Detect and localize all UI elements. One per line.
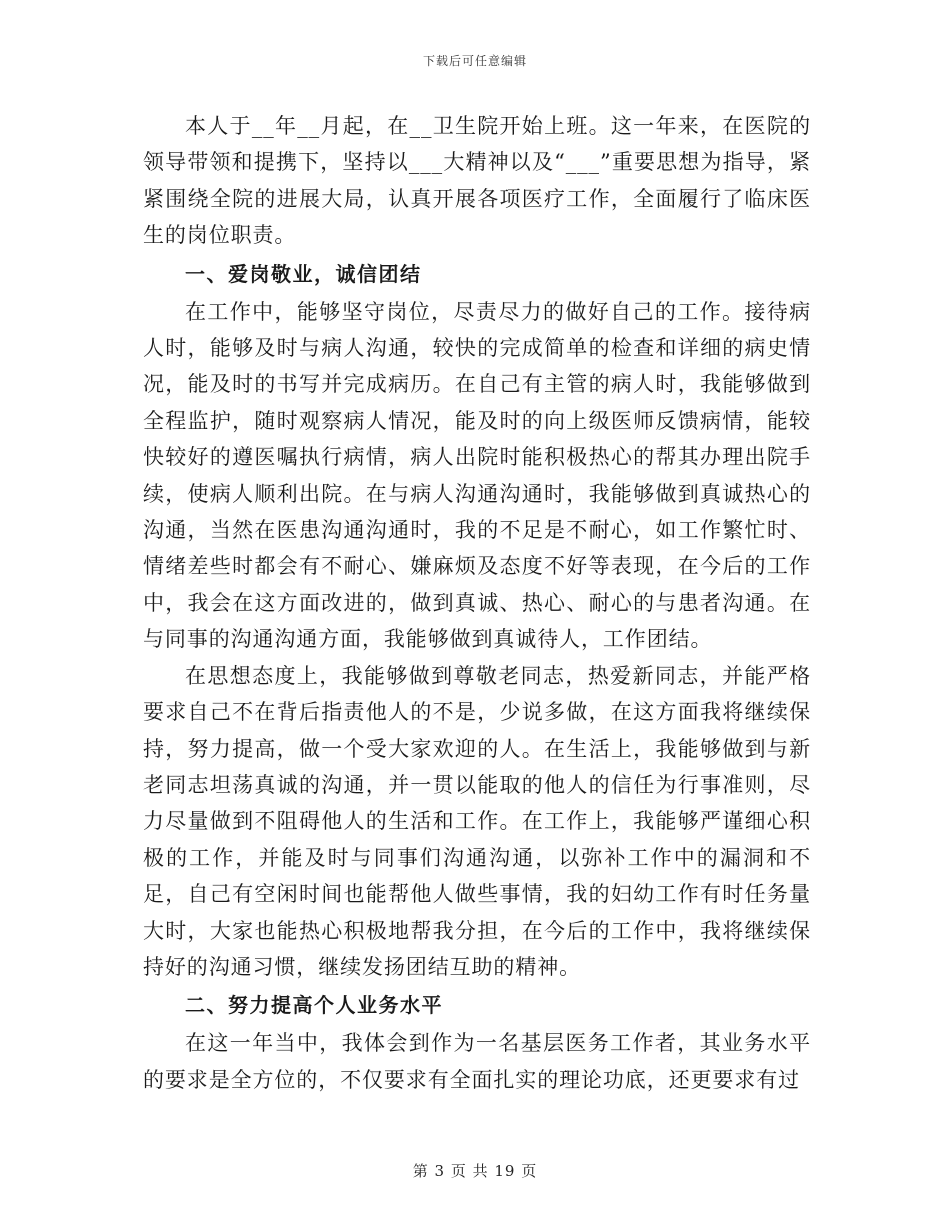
intro-paragraph: 本人于__年__月起，在__卫生院开始上班。这一年来，在医院的领导带领和提携下，坚持以___大精神以及“___”重要思想为指导，紧紧围绕全院的进展大局，认真开展各项医疗工作，全面履行了临床医生的岗位职责。 — [143, 114, 811, 248]
section-1-paragraph-2: 在思想态度上，我能够做到尊敬老同志，热爱新同志，并能严格要求自己不在背后指责他人的不是，少说多做，在这方面我将继续保持，努力提高，做一个受大家欢迎的人。在生活上，我能够做到与新老同志坦荡真诚的沟通，并一贯以能取的他人的信任为行事准则，尽力尽量做到不阻碍他人的生活和工作。在工作上，我能够严谨细心积极的工作，并能及时与同事们沟通沟通，以弥补工作中的漏洞和不足，自己有空闲时间也能帮他人做些事情，我的妇幼工作有时任务量大时，大家也能热心积极地帮我分担，在今后的工作中，我将继续保持好的沟通习惯，继续发扬团结互助的精神。 — [143, 663, 811, 979]
section-2-heading: 二、努力提高个人业务水平 — [185, 993, 443, 1018]
section-1-paragraph-1: 在工作中，能够坚守岗位，尽责尽力的做好自己的工作。接待病人时，能够及时与病人沟通，较快的完成简单的检查和详细的病史情况，能及时的书写并完成病历。在自己有主管的病人时，我能够做到全程监护，随时观察病人情况，能及时的向上级医师反馈病情，能较快较好的遵医嘱执行病情，病人出院时能积极热心的帮其办理出院手续，使病人顺利出院。在与病人沟通沟通时，我能够做到真诚热心的沟通，当然在医患沟通沟通时，我的不足是不耐心，如工作繁忙时、情绪差些时都会有不耐心、嫌麻烦及态度不好等表现，在今后的工作中，我会在这方面改进的，做到真诚、热心、耐心的与患者沟通。在与同事的沟通沟通方面，我能够做到真诚待人，工作团结。 — [143, 299, 811, 652]
page-number: 第 3 页 共 19 页 — [412, 1162, 538, 1180]
document-body — [143, 108, 811, 1098]
page-header: 下载后可任意编辑 — [422, 54, 527, 68]
section-1-heading: 一、爱岗敬业，诚信团结 — [185, 261, 422, 286]
section-2-paragraph-1: 在这一年当中，我体会到作为一名基层医务工作者，其业务水平的要求是全方位的，不仅要求有全面扎实的理论功底，还更要求有过 — [143, 1031, 811, 1092]
